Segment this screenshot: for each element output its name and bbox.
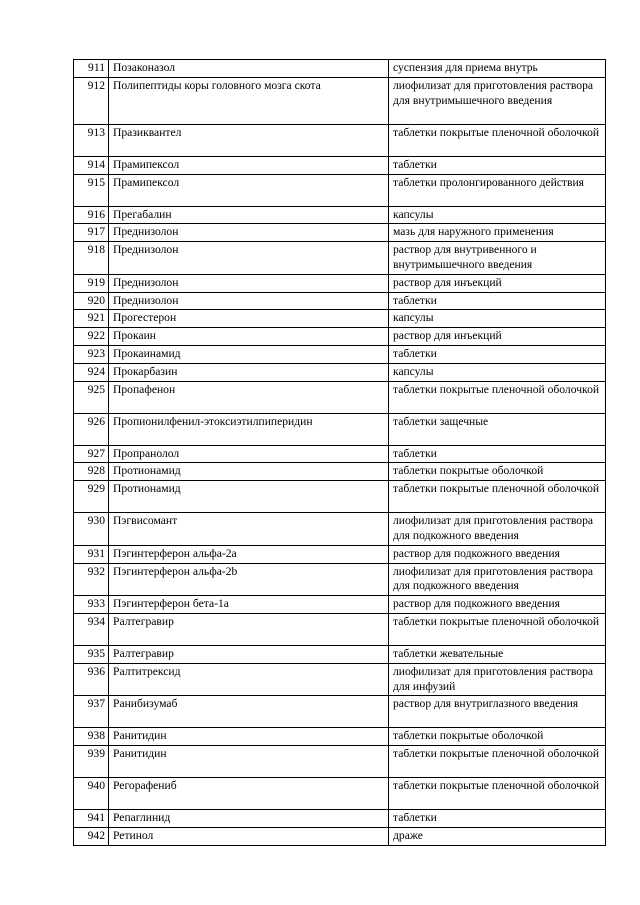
row-number-cell: 938 xyxy=(74,728,109,746)
table-row xyxy=(74,328,606,346)
drug-name-cell: Прегабалин xyxy=(109,206,389,224)
table-row xyxy=(74,827,606,845)
dosage-form-cell: капсулы xyxy=(389,310,606,328)
drug-name-cell: Пропафенон xyxy=(109,381,389,413)
table-row xyxy=(74,174,606,206)
dosage-form-cell: раствор для подкожного введения xyxy=(389,596,606,614)
drug-name-cell: Прамипексол xyxy=(109,174,389,206)
drug-name-cell: Ранибизумаб xyxy=(109,696,389,728)
table-row xyxy=(74,124,606,156)
table-row xyxy=(74,663,606,696)
drug-name-cell: Прокаинамид xyxy=(109,345,389,363)
dosage-form-cell: таблетки покрытые пленочной оболочкой xyxy=(389,746,606,778)
drug-name-cell: Ретинол xyxy=(109,827,389,845)
table-row xyxy=(74,381,606,413)
drug-name-cell: Прогестерон xyxy=(109,310,389,328)
row-number-cell: 931 xyxy=(74,545,109,563)
drug-name-cell: Ранитидин xyxy=(109,746,389,778)
table-row xyxy=(74,481,606,513)
table-row xyxy=(74,746,606,778)
drug-name-cell: Пэгинтерферон бета-1а xyxy=(109,596,389,614)
dosage-form-cell: раствор для инъекций xyxy=(389,328,606,346)
row-number-cell: 928 xyxy=(74,463,109,481)
row-number-cell: 934 xyxy=(74,613,109,645)
dosage-form-cell: таблетки пролонгированного действия xyxy=(389,174,606,206)
dosage-form-cell: капсулы xyxy=(389,206,606,224)
dosage-form-cell: таблетки защечные xyxy=(389,413,606,445)
dosage-form-cell: таблетки покрытые пленочной оболочкой xyxy=(389,381,606,413)
row-number-cell: 930 xyxy=(74,513,109,546)
row-number-cell: 914 xyxy=(74,156,109,174)
dosage-form-cell: таблетки покрытые пленочной оболочкой xyxy=(389,124,606,156)
row-number-cell: 933 xyxy=(74,596,109,614)
dosage-form-cell: мазь для наружного применения xyxy=(389,224,606,242)
dosage-form-cell: лиофилизат для приготовления раствора для подкожного введения xyxy=(389,563,606,596)
table-row xyxy=(74,413,606,445)
table-row xyxy=(74,696,606,728)
row-number-cell: 927 xyxy=(74,445,109,463)
dosage-form-cell: таблетки xyxy=(389,292,606,310)
drug-name-cell: Пропионилфенил-этоксиэтилпиперидин xyxy=(109,413,389,445)
drug-name-cell: Протионамид xyxy=(109,463,389,481)
row-number-cell: 922 xyxy=(74,328,109,346)
drug-name-cell: Ралтитрексид xyxy=(109,663,389,696)
table-row xyxy=(74,513,606,546)
row-number-cell: 912 xyxy=(74,77,109,124)
drug-name-cell: Преднизолон xyxy=(109,292,389,310)
dosage-form-cell: лиофилизат для приготовления раствора для внутримышечного введения xyxy=(389,77,606,124)
dosage-form-cell: таблетки покрытые пленочной оболочкой xyxy=(389,481,606,513)
drug-name-cell: Позаконазол xyxy=(109,60,389,78)
table-row xyxy=(74,613,606,645)
dosage-form-cell: таблетки покрытые пленочной оболочкой xyxy=(389,613,606,645)
dosage-form-cell: таблетки xyxy=(389,810,606,828)
row-number-cell: 917 xyxy=(74,224,109,242)
drug-name-cell: Регорафениб xyxy=(109,778,389,810)
row-number-cell: 918 xyxy=(74,242,109,275)
dosage-form-cell: таблетки xyxy=(389,345,606,363)
dosage-form-cell: раствор для инъекций xyxy=(389,274,606,292)
drug-name-cell: Полипептиды коры головного мозга скота xyxy=(109,77,389,124)
row-number-cell: 924 xyxy=(74,363,109,381)
row-number-cell: 941 xyxy=(74,810,109,828)
row-number-cell: 925 xyxy=(74,381,109,413)
dosage-form-cell: капсулы xyxy=(389,363,606,381)
drug-name-cell: Пэгинтерферон альфа-2b xyxy=(109,563,389,596)
dosage-form-cell: раствор для подкожного введения xyxy=(389,545,606,563)
dosage-form-cell: лиофилизат для приготовления раствора для инфузий xyxy=(389,663,606,696)
row-number-cell: 921 xyxy=(74,310,109,328)
medication-table-body xyxy=(74,60,606,846)
table-row xyxy=(74,596,606,614)
table-row xyxy=(74,445,606,463)
drug-name-cell: Преднизолон xyxy=(109,242,389,275)
row-number-cell: 913 xyxy=(74,124,109,156)
row-number-cell: 923 xyxy=(74,345,109,363)
table-row xyxy=(74,292,606,310)
table-row xyxy=(74,778,606,810)
table-row xyxy=(74,645,606,663)
drug-name-cell: Протионамид xyxy=(109,481,389,513)
drug-name-cell: Празиквантел xyxy=(109,124,389,156)
row-number-cell: 911 xyxy=(74,60,109,78)
table-row xyxy=(74,728,606,746)
table-row xyxy=(74,77,606,124)
drug-name-cell: Прамипексол xyxy=(109,156,389,174)
table-row xyxy=(74,310,606,328)
row-number-cell: 936 xyxy=(74,663,109,696)
row-number-cell: 915 xyxy=(74,174,109,206)
dosage-form-cell: таблетки покрытые пленочной оболочкой xyxy=(389,778,606,810)
table-row xyxy=(74,463,606,481)
drug-name-cell: Ралтегравир xyxy=(109,645,389,663)
drug-name-cell: Преднизолон xyxy=(109,224,389,242)
table-row xyxy=(74,810,606,828)
table-row xyxy=(74,345,606,363)
drug-name-cell: Ралтегравир xyxy=(109,613,389,645)
row-number-cell: 929 xyxy=(74,481,109,513)
dosage-form-cell: таблетки xyxy=(389,156,606,174)
dosage-form-cell: таблетки покрытые оболочкой xyxy=(389,463,606,481)
table-row xyxy=(74,363,606,381)
dosage-form-cell: лиофилизат для приготовления раствора для подкожного введения xyxy=(389,513,606,546)
drug-name-cell: Прокаин xyxy=(109,328,389,346)
drug-name-cell: Прокарбазин xyxy=(109,363,389,381)
row-number-cell: 935 xyxy=(74,645,109,663)
row-number-cell: 939 xyxy=(74,746,109,778)
dosage-form-cell: таблетки покрытые оболочкой xyxy=(389,728,606,746)
table-row xyxy=(74,545,606,563)
table-row xyxy=(74,274,606,292)
row-number-cell: 942 xyxy=(74,827,109,845)
dosage-form-cell: раствор для внутриглазного введения xyxy=(389,696,606,728)
row-number-cell: 920 xyxy=(74,292,109,310)
dosage-form-cell: таблетки xyxy=(389,445,606,463)
table-row xyxy=(74,60,606,78)
medication-table xyxy=(73,59,606,846)
drug-name-cell: Ранитидин xyxy=(109,728,389,746)
table-row xyxy=(74,206,606,224)
row-number-cell: 926 xyxy=(74,413,109,445)
dosage-form-cell: таблетки жевательные xyxy=(389,645,606,663)
dosage-form-cell: суспензия для приема внутрь xyxy=(389,60,606,78)
row-number-cell: 919 xyxy=(74,274,109,292)
table-row xyxy=(74,156,606,174)
row-number-cell: 937 xyxy=(74,696,109,728)
table-row xyxy=(74,242,606,275)
table-row xyxy=(74,563,606,596)
drug-name-cell: Пэгвисомант xyxy=(109,513,389,546)
row-number-cell: 940 xyxy=(74,778,109,810)
drug-name-cell: Репаглинид xyxy=(109,810,389,828)
drug-name-cell: Пропранолол xyxy=(109,445,389,463)
table-row xyxy=(74,224,606,242)
drug-name-cell: Пэгинтерферон альфа-2а xyxy=(109,545,389,563)
row-number-cell: 932 xyxy=(74,563,109,596)
drug-name-cell: Преднизолон xyxy=(109,274,389,292)
dosage-form-cell: драже xyxy=(389,827,606,845)
row-number-cell: 916 xyxy=(74,206,109,224)
dosage-form-cell: раствор для внутривенного и внутримышечного введения xyxy=(389,242,606,275)
